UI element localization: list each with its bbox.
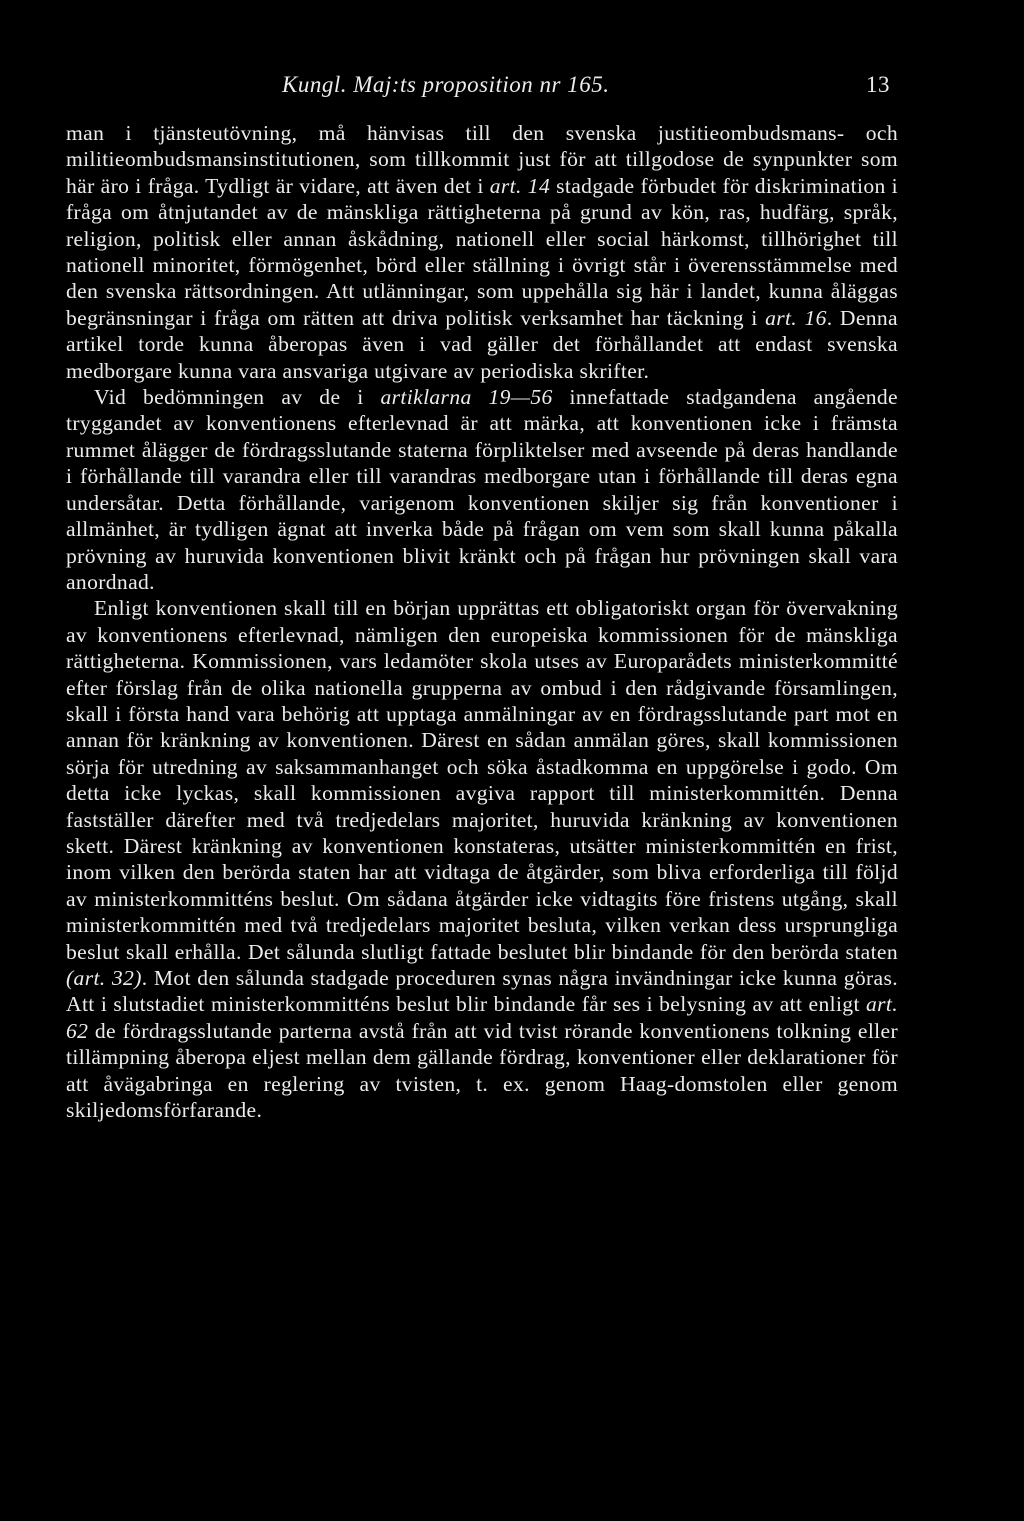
text-segment: man i tjänsteutövning, må hänvisas till den svenska justitieombudsmans- och militieombudsmansinstitutionen, som tillkommit just för att tillgodose de synpunkter som här äro i fråga. Tydligt är vidare, att även det i bbox=[66, 121, 898, 198]
page-number: 13 bbox=[866, 72, 890, 97]
article-reference: art. 62 bbox=[66, 992, 898, 1043]
article-reference: art. 16 bbox=[765, 305, 827, 330]
header-title: Kungl. Maj:ts proposition nr 165. bbox=[282, 72, 610, 97]
text-segment: . Mot den sålunda stadgade proceduren synas några invändningar icke kunna göras. Att i slutstadiet ministerkommitténs beslut blir bindande får ses i belysning av att enligt bbox=[66, 966, 898, 1017]
body-text bbox=[66, 120, 898, 1123]
paragraph-2 bbox=[66, 384, 898, 595]
text-segment: innefattade stadgandena angående tryggandet av konventionens efterlevnad är att märka, att konventionen icke i främsta rummet ålägger de fördragsslutande staterna förpliktelser med avseende på deras handlande i förhållande till varandra eller till varandras medborgare utan i förhållande till deras egna undersåtar. Detta förhållande, varigenom konventionen skiljer sig från konventioner i allmänhet, är tydligen ägnat att inverka både på frågan om vem som skall kunna påkalla prövning av huruvida konventionen blivit kränkt och på frågan hur prövningen skall vara anordnad. bbox=[66, 385, 898, 594]
text-segment: Vid bedömningen av de i bbox=[94, 385, 381, 410]
text-segment: Enligt konventionen skall till en början upprättas ett obligatoriskt organ för övervakning av konventionens efterlevnad, nämligen den europeiska kommissionen för de mänskliga rättigheterna. Kommissionen, vars ledamöter skola utses av Europarådets ministerkommitté efter förslag från de olika nationella grupperna av ombud i den rådgivande församlingen, skall i första hand vara behörig att upptaga anmälningar av en fördragsslutande part mot en annan för kränkning av konventionen. Därest en sådan anmälan göres, skall kommissionen sörja för utredning av saksammanhanget och söka åstadkomma en uppgörelse i godo. Om detta icke lyckas, skall kommissionen avgiva rapport till ministerkommittén. Denna fastställer därefter med två tredjedelars majoritet, huruvida kränkning av konventionen skett. Därest kränkning av konventionen konstateras, utsätter ministerkommittén en frist, inom vilken den berörda staten har att vidtaga de åtgärder, som bliva erforderliga till följd av ministerkommitténs beslut. Om sådana åtgärder icke vidtagits före fristens utgång, skall ministerkommittén med två tredjedelars majoritet besluta, vilken verkan dess ursprungliga beslut skall erhålla. Det sålunda slutligt fattade beslutet blir bindande för den berörda staten bbox=[66, 596, 898, 964]
article-reference: (art. 32) bbox=[66, 966, 142, 990]
text-segment: de fördragsslutande parterna avstå från att vid tvist rörande konventionens tolkning eller tillämpning åberopa eljest mellan dem gällande fördrag, konventioner eller deklarationer för att åvägabringa en reglering av tvisten, t. ex. genom Haag-domstolen eller genom skiljedomsförfarande. bbox=[66, 1018, 898, 1123]
document-page bbox=[66, 72, 898, 1123]
paragraph-1 bbox=[66, 120, 898, 384]
article-reference: artiklarna 19—56 bbox=[380, 385, 553, 410]
running-header bbox=[66, 72, 898, 106]
paragraph-3 bbox=[66, 595, 898, 1123]
article-reference: art. 14 bbox=[489, 173, 551, 198]
text-segment: . Denna artikel torde kunna åberopas även i vad gäller det förhållandet att endast svenska medborgare kunna vara ansvariga utgivare av periodiska skrifter. bbox=[66, 305, 898, 383]
text-segment: stadgade förbudet för diskrimination i fråga om åtnjutandet av de mänskliga rättigheterna på grund av kön, ras, hudfärg, språk, religion, politisk eller annan åskådning, nationell eller social härkomst, tillhörighet till nationell minoritet, förmögenhet, börd eller ställning i övrigt står i överensstämmelse med den svenska rättsordningen. Att utlänningar, som uppehålla sig här i landet, kunna åläggas begränsningar i fråga om rätten att driva politisk verksamhet har täckning i bbox=[66, 173, 899, 330]
